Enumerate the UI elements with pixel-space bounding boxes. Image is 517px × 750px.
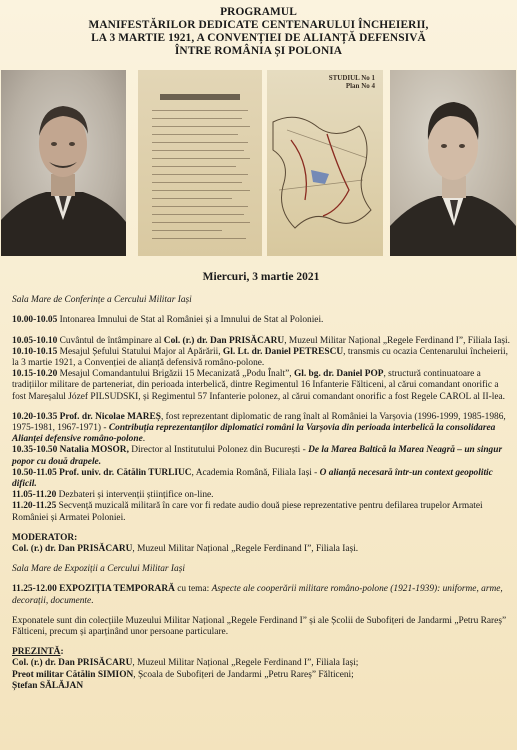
exhibition-title: Aspecte ale cooperării militare româno-polone (1921-1939): uniforme, arme, decorații, documente <box>12 584 503 606</box>
schedule-text: , structură continuatoare a tradițiilor militare de parteneriat, din perioada interbelică, dintre Regimentul 16 Infanterie Fălticeni, al cărui comandant onorific a fost Mareșalul Józef PILSUDSKI, și Regimentul 57 Infanterie polonez, al cărui comandant onorific a fost Regele CAROL al II-lea. <box>12 369 505 402</box>
talk-title: De la Marea Baltică la Marea Neagră – un singur popor cu două drapele. <box>12 445 503 467</box>
presenter-2 <box>12 670 510 681</box>
portrait-left-figure <box>1 70 126 256</box>
speaker-name: Gl. Lt. dr. Daniel PETRESCU <box>222 346 344 357</box>
speaker-name: Prof. dr. Nicolae MAREȘ <box>57 411 161 422</box>
speaker-name: Col. (r.) dr. Dan PRISĂCARU <box>163 335 285 346</box>
speaker-name: Gl. bg. dr. Daniel POP <box>293 369 384 380</box>
schedule-item-2 <box>12 336 510 347</box>
schedule-text: Mesajul Comandantului Brigăzii 15 Mecanizată „Podu Înalt”, <box>57 369 294 380</box>
schedule-time: 10.00-10.05 <box>12 315 58 326</box>
moderator-label: MODERATOR: <box>12 532 78 543</box>
schedule-time: 10.05-10.10 <box>12 335 58 346</box>
presenters-label-colon: : <box>60 647 64 658</box>
portrait-photo-right <box>390 70 516 256</box>
schedule-item-7 <box>12 468 510 490</box>
speaker-name: Prof. univ. dr. Cătălin TURLIUC <box>56 467 192 478</box>
presenters-label <box>12 647 510 658</box>
schedule-item-8 <box>12 490 510 501</box>
presenter-affiliation: , Școala de Subofițeri de Jandarmi „Petru Rareș” Fălticeni; <box>133 669 354 680</box>
map-label-line-2: Plan No 4 <box>345 82 375 90</box>
schedule-item-4 <box>12 369 510 403</box>
schedule-text: cu tema: <box>174 584 212 595</box>
schedule-time: 10.50-11.05 <box>12 467 57 478</box>
moderator-name: Col. (r.) dr. Dan PRISĂCARU <box>12 544 133 555</box>
map-photo <box>267 70 383 256</box>
speaker-name: Natalia MOSOR, <box>57 445 129 456</box>
presenter-1 <box>12 658 510 669</box>
header-line-2: MANIFESTĂRILOR DEDICATE CENTENARULUI ÎNCHEIERII, <box>88 19 429 31</box>
talk-title: O alianță necesară într-un context geopolitic dificil. <box>12 467 493 490</box>
schedule-item-10 <box>12 584 510 606</box>
header-line-3: LA 3 MARTIE 1921, A CONVENȚIEI DE ALIANȚĂ DEFENSIVĂ <box>91 32 426 44</box>
header-line-4: ÎNTRE ROMÂNIA ȘI POLONIA <box>174 45 343 57</box>
schedule-text: . <box>91 595 94 606</box>
schedule-time: 11.25-12.00 <box>12 584 57 595</box>
schedule-text: Mesajul Șefului Statului Major al Apărării, <box>57 346 223 357</box>
schedule-time: 10.35-10.50 <box>12 445 58 456</box>
map-drawing <box>267 70 383 256</box>
venue-conference-hall: Sala Mare de Conferințe a Cercului Militar Iași <box>12 295 192 306</box>
schedule-time: 10.15-10.20 <box>12 369 58 380</box>
venue-exhibition-hall: Sala Mare de Expoziții a Cercului Militar Iași <box>12 564 185 575</box>
exhibition-label: EXPOZIȚIA TEMPORARĂ <box>56 584 175 595</box>
schedule-time: 10.10-10.15 <box>12 346 58 357</box>
map-label-line-1: STUDIUL No 1 <box>328 74 375 82</box>
schedule-time: 11.05-11.20 <box>12 490 57 501</box>
presenter-name: Col. (r.) dr. Dan PRISĂCARU <box>12 658 133 669</box>
schedule-time: 10.20-10.35 <box>12 411 58 422</box>
portrait-photo-left <box>1 70 126 256</box>
map-label <box>329 74 375 90</box>
program-header <box>0 6 517 58</box>
presenters-label-text: PREZINTĂ <box>12 647 61 658</box>
document-photo <box>138 70 262 256</box>
schedule-text: , Muzeul Militar Național „Regele Ferdinand I”, Filiala Iași. <box>284 335 510 346</box>
header-line-1: PROGRAMUL <box>220 6 297 18</box>
schedule-item-9 <box>12 501 510 523</box>
portrait-right-figure <box>390 70 516 256</box>
presenter-affiliation: , Muzeul Militar Național „Regele Ferdinand I”, Filiala Iași; <box>132 658 359 669</box>
schedule-time: 11.20-11.25 <box>12 501 57 512</box>
schedule-text: Director al Institutului Polonez din București - <box>128 445 309 456</box>
document-heading-mark <box>160 94 240 100</box>
event-date: Miercuri, 3 martie 2021 <box>202 271 320 283</box>
schedule-item-5 <box>12 412 510 446</box>
schedule-item-6 <box>12 445 510 467</box>
schedule-text: , fost reprezentant diplomatic de rang înalt al României la Varșovia (1996-1999, 1985-1986, 1975-1981, 1967-1971) - <box>12 411 506 434</box>
schedule-text: Dezbateri și intervenții științifice on-line. <box>56 490 214 501</box>
moderator-affiliation: , Muzeul Militar Național „Regele Ferdinand I”, Filiala Iași. <box>132 544 359 555</box>
exhibit-note: Exponatele sunt din colecțiile Muzeului Militar Național „Regele Ferdinand I” și ale Școlii de Subofițeri de Jandarmi „Petru Rareș” Fălticeni, precum și aparținând unor persoane particulare. <box>12 615 507 638</box>
program-content <box>12 272 510 692</box>
schedule-text: Cuvântul de întâmpinare al <box>57 335 164 346</box>
talk-title: Contribuția reprezentanților diplomatici români la Varșovia din perioada interbelică la consolidarea Alianței defensive româno-polone <box>12 423 496 445</box>
schedule-text: , Academia Română, Filiala Iași - <box>191 467 320 478</box>
schedule-text: Secvență muzicală militară în care vor fi redate audio două piese reprezentative pentru defilarea trupelor Armatei României și Armatei Poloniei. <box>12 501 483 523</box>
schedule-item-1 <box>12 315 510 326</box>
presenter-name: Preot militar Cătălin SIMION <box>12 669 134 680</box>
presenter-3: Ștefan SĂLĂJAN <box>12 680 84 691</box>
schedule-text: . <box>142 434 146 445</box>
schedule-item-3 <box>12 347 510 369</box>
schedule-text: , transmis cu ocazia Centenarului încheierii, la 3 martie 1921, a Convenției de alianță defensivă româno-polone. <box>12 346 508 369</box>
moderator-entry <box>12 544 510 555</box>
schedule-text: Intonarea Imnului de Stat al României și a Imnului de Stat al Poloniei. <box>57 315 324 326</box>
photo-strip <box>0 70 517 256</box>
